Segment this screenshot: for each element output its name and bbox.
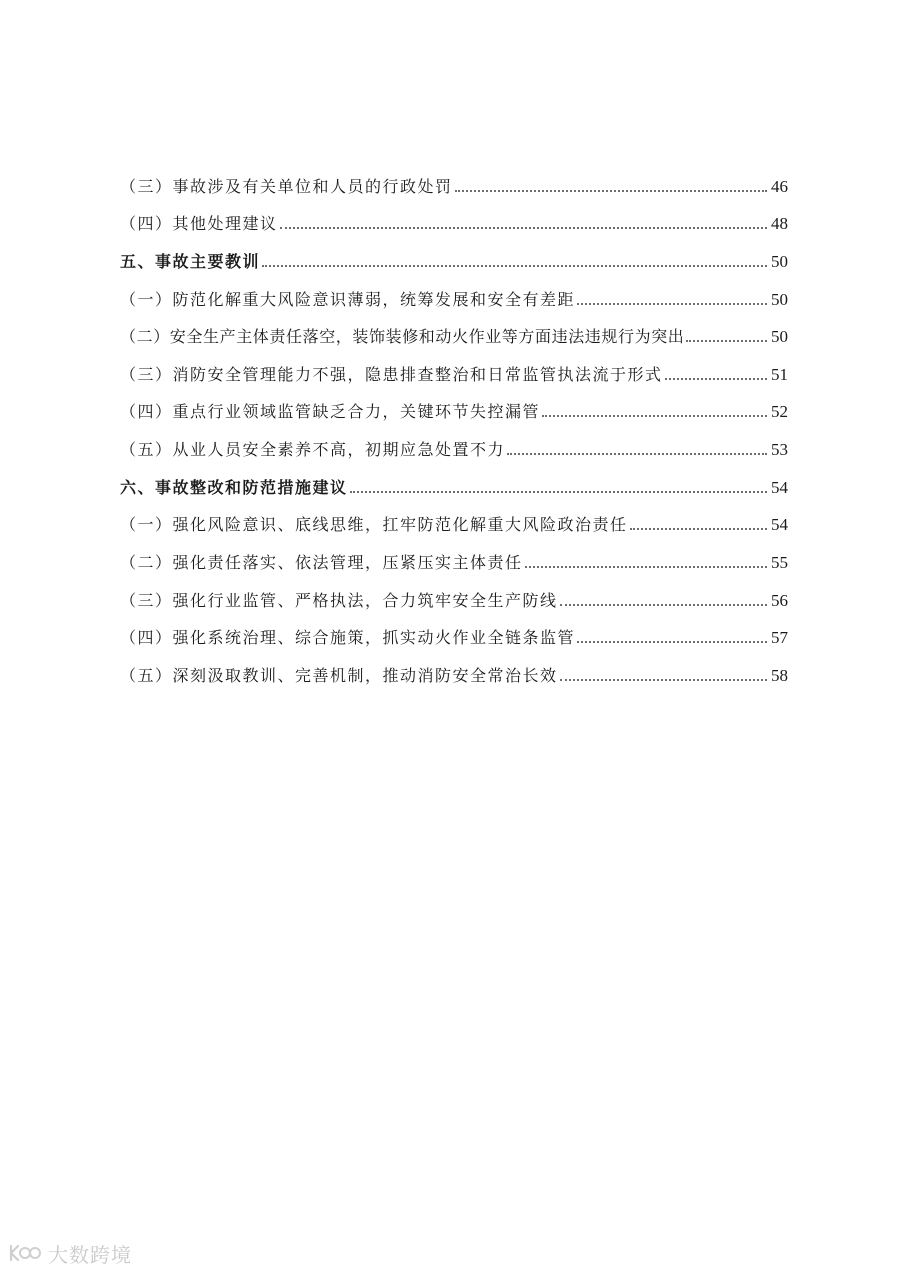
dot-leader: [542, 415, 767, 417]
toc-page-number: 54: [771, 515, 788, 534]
toc-page-number: 50: [771, 290, 788, 309]
dot-leader: [577, 303, 767, 305]
toc-page-number: 53: [771, 440, 788, 459]
toc-entry-label: （四）其他处理建议: [120, 214, 278, 233]
toc-entry[interactable]: [120, 661, 788, 687]
watermark: [8, 1238, 132, 1268]
toc-page-number: 46: [771, 177, 788, 196]
toc-page-number: 50: [771, 252, 788, 271]
toc-entry[interactable]: [120, 360, 788, 386]
toc-entry[interactable]: [120, 322, 788, 348]
toc-section-label: 五、事故主要教训: [120, 252, 261, 271]
toc-page-number: 52: [771, 402, 788, 421]
dot-leader: [686, 340, 767, 342]
toc-entry-label: （三）消防安全管理能力不强，隐患排查整治和日常监管执法流于形式: [120, 365, 663, 384]
dot-leader: [262, 265, 767, 267]
toc-entry-label: （二）安全生产主体责任落空，装饰装修和动火作业等方面违法违规行为突出: [120, 327, 685, 346]
toc-page-number: 55: [771, 553, 788, 572]
toc-entry[interactable]: [120, 548, 788, 574]
dot-leader: [665, 378, 767, 380]
toc-page-number: 54: [771, 478, 788, 497]
dot-leader: [630, 528, 767, 530]
toc-entry[interactable]: [120, 397, 788, 423]
toc-page-number: 48: [771, 214, 788, 233]
toc-entry[interactable]: [120, 623, 788, 649]
dot-leader: [455, 190, 767, 192]
toc-entry-label: （四）强化系统治理、综合施策，抓实动火作业全链条监管: [120, 628, 576, 647]
watermark-text: 大数跨境: [48, 1242, 132, 1267]
dot-leader: [560, 604, 767, 606]
toc-page-number: 51: [771, 365, 788, 384]
toc-page-number: 58: [771, 666, 788, 685]
toc-entry-label: （一）强化风险意识、底线思维，扛牢防范化解重大风险政治责任: [120, 515, 628, 534]
toc-entry-label: （二）强化责任落实、依法管理，压紧压实主体责任: [120, 553, 523, 572]
toc-section-entry[interactable]: [120, 247, 788, 273]
toc-entry[interactable]: [120, 285, 788, 311]
toc-entry-label: （三）事故涉及有关单位和人员的行政处罚: [120, 177, 453, 196]
toc-entry[interactable]: [120, 209, 788, 235]
dot-leader: [577, 641, 767, 643]
dot-leader: [280, 227, 767, 229]
toc-entry[interactable]: [120, 586, 788, 612]
toc-page-number: 56: [771, 591, 788, 610]
toc-entry-label: （四）重点行业领域监管缺乏合力，关键环节失控漏管: [120, 402, 541, 421]
toc-entry-label: （五）深刻汲取教训、完善机制，推动消防安全常治长效: [120, 666, 558, 685]
dot-leader: [560, 679, 767, 681]
toc-section-entry[interactable]: [120, 473, 788, 499]
toc-entry-label: （三）强化行业监管、严格执法，合力筑牢安全生产防线: [120, 591, 558, 610]
dot-leader: [507, 453, 767, 455]
toc-entry[interactable]: [120, 172, 788, 198]
brand-logo-icon: [8, 1242, 42, 1264]
toc-page-number: 50: [771, 327, 788, 346]
dot-leader: [350, 491, 767, 493]
toc-entry-label: （一）防范化解重大风险意识薄弱，统筹发展和安全有差距: [120, 290, 576, 309]
toc-entry-label: （五）从业人员安全素养不高，初期应急处置不力: [120, 440, 506, 459]
toc-entry[interactable]: [120, 510, 788, 536]
dot-leader: [525, 566, 767, 568]
toc-page-number: 57: [771, 628, 788, 647]
toc-entry[interactable]: [120, 435, 788, 461]
toc-section-label: 六、事故整改和防范措施建议: [120, 478, 348, 497]
